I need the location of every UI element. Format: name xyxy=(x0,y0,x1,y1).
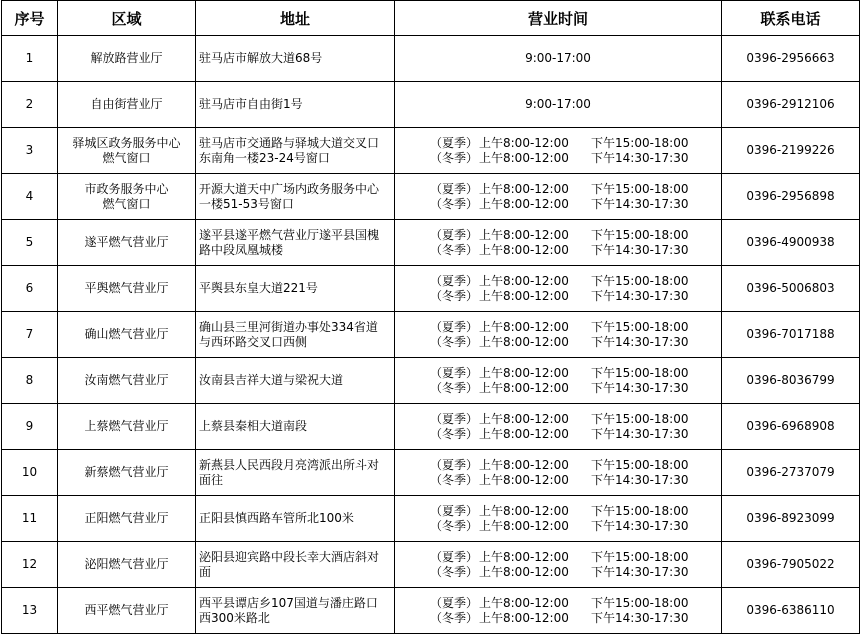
cell-seq: 4 xyxy=(2,174,58,220)
afternoon-hours: 下午14:30-17:30 xyxy=(591,518,689,533)
afternoon-hours: 下午15:00-18:00 xyxy=(591,365,689,380)
afternoon-hours: 下午15:00-18:00 xyxy=(591,273,689,288)
season-label: （冬季） xyxy=(430,334,479,349)
cell-phone: 0396-4900938 xyxy=(722,220,860,266)
cell-seq: 10 xyxy=(2,450,58,496)
cell-area xyxy=(58,266,196,312)
cell-area xyxy=(58,36,196,82)
hours-text: 9:00-17:00 xyxy=(525,97,591,111)
header-row xyxy=(2,1,860,36)
cell-address xyxy=(196,496,395,542)
season-label: （冬季） xyxy=(430,288,479,303)
cell-phone: 0396-2956663 xyxy=(722,36,860,82)
season-label: （冬季） xyxy=(430,242,479,257)
table-row xyxy=(2,266,860,312)
afternoon-hours: 下午14:30-17:30 xyxy=(591,610,689,625)
morning-hours: 上午8:00-12:00 xyxy=(479,227,569,242)
cell-address xyxy=(196,358,395,404)
season-label: （夏季） xyxy=(430,503,479,518)
morning-hours: 上午8:00-12:00 xyxy=(479,380,569,395)
cell-seq: 6 xyxy=(2,266,58,312)
table-row xyxy=(2,404,860,450)
hours-line-summer xyxy=(397,136,719,151)
table-row xyxy=(2,542,860,588)
cell-phone: 0396-2956898 xyxy=(722,174,860,220)
table-body xyxy=(2,36,860,634)
area-line: 平舆燃气营业厅 xyxy=(84,281,169,295)
afternoon-hours: 下午15:00-18:00 xyxy=(591,319,689,334)
cell-seq: 11 xyxy=(2,496,58,542)
morning-hours: 上午8:00-12:00 xyxy=(479,319,569,334)
afternoon-hours: 下午14:30-17:30 xyxy=(591,334,689,349)
cell-hours xyxy=(395,588,722,634)
cell-seq: 3 xyxy=(2,128,58,174)
cell-phone: 0396-2199226 xyxy=(722,128,860,174)
cell-area xyxy=(58,312,196,358)
address-line: 汝南县吉祥大道与梁祝大道 xyxy=(199,373,344,387)
hours-line-winter xyxy=(397,381,719,396)
afternoon-hours: 下午15:00-18:00 xyxy=(591,503,689,518)
morning-hours: 上午8:00-12:00 xyxy=(479,135,569,150)
cell-hours xyxy=(395,82,722,128)
cell-phone: 0396-2912106 xyxy=(722,82,860,128)
hours-line-winter xyxy=(397,289,719,304)
hours-line-winter xyxy=(397,427,719,442)
afternoon-hours: 下午14:30-17:30 xyxy=(591,564,689,579)
area-line: 自由街营业厅 xyxy=(90,97,163,111)
season-label: （冬季） xyxy=(430,472,479,487)
hours-line-summer xyxy=(397,412,719,427)
address-line: 面往 xyxy=(199,472,224,487)
cell-address xyxy=(196,128,395,174)
cell-seq: 1 xyxy=(2,36,58,82)
cell-hours xyxy=(395,174,722,220)
address-line: 新燕县人民西段月亮湾派出所斗对 xyxy=(199,457,380,472)
address-line: 正阳县慎西路车管所北100米 xyxy=(199,511,354,525)
area-line: 燃气窗口 xyxy=(102,150,151,165)
hours-line-winter xyxy=(397,197,719,212)
address-line: 与西环路交叉口西侧 xyxy=(199,334,308,349)
morning-hours: 上午8:00-12:00 xyxy=(479,242,569,257)
area-line: 确山燃气营业厅 xyxy=(84,327,169,341)
season-label: （夏季） xyxy=(430,595,479,610)
season-label: （冬季） xyxy=(430,564,479,579)
hours-line-winter xyxy=(397,335,719,350)
season-label: （冬季） xyxy=(430,610,479,625)
cell-area xyxy=(58,404,196,450)
cell-area xyxy=(58,542,196,588)
address-line: 泌阳县迎宾路中段长幸大酒店斜对 xyxy=(199,549,380,564)
hours-line-summer xyxy=(397,182,719,197)
table-row xyxy=(2,220,860,266)
address-line: 遂平县遂平燃气营业厅遂平县国槐 xyxy=(199,227,380,242)
area-line: 正阳燃气营业厅 xyxy=(84,511,169,525)
cell-address xyxy=(196,450,395,496)
hours-line-summer xyxy=(397,228,719,243)
morning-hours: 上午8:00-12:00 xyxy=(479,334,569,349)
cell-phone: 0396-8923099 xyxy=(722,496,860,542)
cell-address xyxy=(196,266,395,312)
afternoon-hours: 下午15:00-18:00 xyxy=(591,595,689,610)
address-line: 驻马店市自由街1号 xyxy=(199,97,303,111)
afternoon-hours: 下午15:00-18:00 xyxy=(591,457,689,472)
cell-seq: 5 xyxy=(2,220,58,266)
hours-line-summer xyxy=(397,596,719,611)
cell-area xyxy=(58,496,196,542)
afternoon-hours: 下午14:30-17:30 xyxy=(591,150,689,165)
cell-hours xyxy=(395,220,722,266)
season-label: （夏季） xyxy=(430,457,479,472)
morning-hours: 上午8:00-12:00 xyxy=(479,273,569,288)
address-line: 平舆县东皇大道221号 xyxy=(199,281,318,295)
cell-address xyxy=(196,174,395,220)
season-label: （夏季） xyxy=(430,273,479,288)
address-line: 西300米路北 xyxy=(199,610,270,625)
cell-address xyxy=(196,312,395,358)
header-address: 地址 xyxy=(196,1,395,36)
address-line: 确山县三里河街道办事处334省道 xyxy=(199,319,378,334)
cell-phone: 0396-7017188 xyxy=(722,312,860,358)
address-line: 东南角一楼23-24号窗口 xyxy=(199,150,330,165)
cell-address xyxy=(196,82,395,128)
hours-line-summer xyxy=(397,504,719,519)
season-label: （夏季） xyxy=(430,411,479,426)
hours-line-summer xyxy=(397,550,719,565)
address-line: 西平县谭店乡107国道与潘庄路口 xyxy=(199,595,378,610)
morning-hours: 上午8:00-12:00 xyxy=(479,457,569,472)
morning-hours: 上午8:00-12:00 xyxy=(479,426,569,441)
cell-phone: 0396-8036799 xyxy=(722,358,860,404)
table-row xyxy=(2,496,860,542)
season-label: （冬季） xyxy=(430,518,479,533)
hours-line-summer xyxy=(397,458,719,473)
afternoon-hours: 下午14:30-17:30 xyxy=(591,472,689,487)
morning-hours: 上午8:00-12:00 xyxy=(479,196,569,211)
cell-seq: 8 xyxy=(2,358,58,404)
afternoon-hours: 下午15:00-18:00 xyxy=(591,549,689,564)
cell-area xyxy=(58,588,196,634)
season-label: （夏季） xyxy=(430,319,479,334)
cell-area xyxy=(58,358,196,404)
season-label: （夏季） xyxy=(430,135,479,150)
cell-seq: 13 xyxy=(2,588,58,634)
cell-address xyxy=(196,220,395,266)
afternoon-hours: 下午15:00-18:00 xyxy=(591,411,689,426)
afternoon-hours: 下午14:30-17:30 xyxy=(591,288,689,303)
hours-line-winter xyxy=(397,611,719,626)
area-line: 市政务服务中心 xyxy=(84,181,169,196)
cell-hours xyxy=(395,266,722,312)
cell-hours xyxy=(395,496,722,542)
cell-address xyxy=(196,588,395,634)
season-label: （夏季） xyxy=(430,181,479,196)
header-area: 区域 xyxy=(58,1,196,36)
hours-line-summer xyxy=(397,366,719,381)
cell-hours xyxy=(395,312,722,358)
morning-hours: 上午8:00-12:00 xyxy=(479,411,569,426)
afternoon-hours: 下午14:30-17:30 xyxy=(591,196,689,211)
area-line: 泌阳燃气营业厅 xyxy=(84,557,169,571)
cell-hours xyxy=(395,358,722,404)
area-line: 汝南燃气营业厅 xyxy=(84,373,169,387)
cell-phone: 0396-6968908 xyxy=(722,404,860,450)
cell-phone: 0396-6386110 xyxy=(722,588,860,634)
table-row xyxy=(2,128,860,174)
cell-hours xyxy=(395,450,722,496)
morning-hours: 上午8:00-12:00 xyxy=(479,150,569,165)
hours-line-winter xyxy=(397,473,719,488)
cell-address xyxy=(196,542,395,588)
cell-area xyxy=(58,82,196,128)
cell-phone: 0396-5006803 xyxy=(722,266,860,312)
morning-hours: 上午8:00-12:00 xyxy=(479,365,569,380)
cell-address xyxy=(196,36,395,82)
table-row xyxy=(2,82,860,128)
header-hours: 营业时间 xyxy=(395,1,722,36)
cell-phone: 0396-7905022 xyxy=(722,542,860,588)
cell-area xyxy=(58,220,196,266)
cell-seq: 12 xyxy=(2,542,58,588)
cell-area xyxy=(58,128,196,174)
area-line: 燃气窗口 xyxy=(102,196,151,211)
cell-seq: 2 xyxy=(2,82,58,128)
hours-text: 9:00-17:00 xyxy=(525,51,591,65)
area-line: 驿城区政务服务中心 xyxy=(72,135,181,150)
header-seq: 序号 xyxy=(2,1,58,36)
cell-hours xyxy=(395,404,722,450)
afternoon-hours: 下午15:00-18:00 xyxy=(591,227,689,242)
hours-line-summer xyxy=(397,320,719,335)
season-label: （冬季） xyxy=(430,196,479,211)
cell-address xyxy=(196,404,395,450)
cell-phone: 0396-2737079 xyxy=(722,450,860,496)
morning-hours: 上午8:00-12:00 xyxy=(479,503,569,518)
morning-hours: 上午8:00-12:00 xyxy=(479,595,569,610)
hours-line-winter xyxy=(397,151,719,166)
morning-hours: 上午8:00-12:00 xyxy=(479,564,569,579)
morning-hours: 上午8:00-12:00 xyxy=(479,472,569,487)
season-label: （冬季） xyxy=(430,426,479,441)
table-row xyxy=(2,174,860,220)
season-label: （夏季） xyxy=(430,227,479,242)
hours-line-winter xyxy=(397,243,719,258)
season-label: （冬季） xyxy=(430,150,479,165)
afternoon-hours: 下午15:00-18:00 xyxy=(591,181,689,196)
table-row xyxy=(2,450,860,496)
cell-seq: 7 xyxy=(2,312,58,358)
morning-hours: 上午8:00-12:00 xyxy=(479,181,569,196)
table-row xyxy=(2,312,860,358)
area-line: 遂平燃气营业厅 xyxy=(84,235,169,249)
address-line: 驻马店市解放大道68号 xyxy=(199,51,323,65)
address-line: 驻马店市交通路与驿城大道交叉口 xyxy=(199,135,380,150)
cell-seq: 9 xyxy=(2,404,58,450)
table-row xyxy=(2,36,860,82)
address-line: 路中段凤凰城楼 xyxy=(199,242,284,257)
morning-hours: 上午8:00-12:00 xyxy=(479,549,569,564)
service-hall-table xyxy=(1,0,860,634)
hours-line-summer xyxy=(397,274,719,289)
season-label: （夏季） xyxy=(430,365,479,380)
season-label: （冬季） xyxy=(430,380,479,395)
table-row xyxy=(2,358,860,404)
afternoon-hours: 下午14:30-17:30 xyxy=(591,380,689,395)
season-label: （夏季） xyxy=(430,549,479,564)
cell-area xyxy=(58,450,196,496)
afternoon-hours: 下午14:30-17:30 xyxy=(591,242,689,257)
header-phone: 联系电话 xyxy=(722,1,860,36)
morning-hours: 上午8:00-12:00 xyxy=(479,518,569,533)
morning-hours: 上午8:00-12:00 xyxy=(479,610,569,625)
address-line: 面 xyxy=(199,564,212,579)
table-row xyxy=(2,588,860,634)
hours-line-winter xyxy=(397,565,719,580)
address-line: 上蔡县秦相大道南段 xyxy=(199,419,308,433)
area-line: 解放路营业厅 xyxy=(90,51,163,65)
address-line: 开源大道天中广场内政务服务中心 xyxy=(199,181,380,196)
address-line: 一楼51-53号窗口 xyxy=(199,196,294,211)
area-line: 上蔡燃气营业厅 xyxy=(84,419,169,433)
afternoon-hours: 下午15:00-18:00 xyxy=(591,135,689,150)
area-line: 新蔡燃气营业厅 xyxy=(84,465,169,479)
morning-hours: 上午8:00-12:00 xyxy=(479,288,569,303)
area-line: 西平燃气营业厅 xyxy=(84,603,169,617)
afternoon-hours: 下午14:30-17:30 xyxy=(591,426,689,441)
cell-area xyxy=(58,174,196,220)
cell-hours xyxy=(395,542,722,588)
cell-hours xyxy=(395,128,722,174)
cell-hours xyxy=(395,36,722,82)
hours-line-winter xyxy=(397,519,719,534)
